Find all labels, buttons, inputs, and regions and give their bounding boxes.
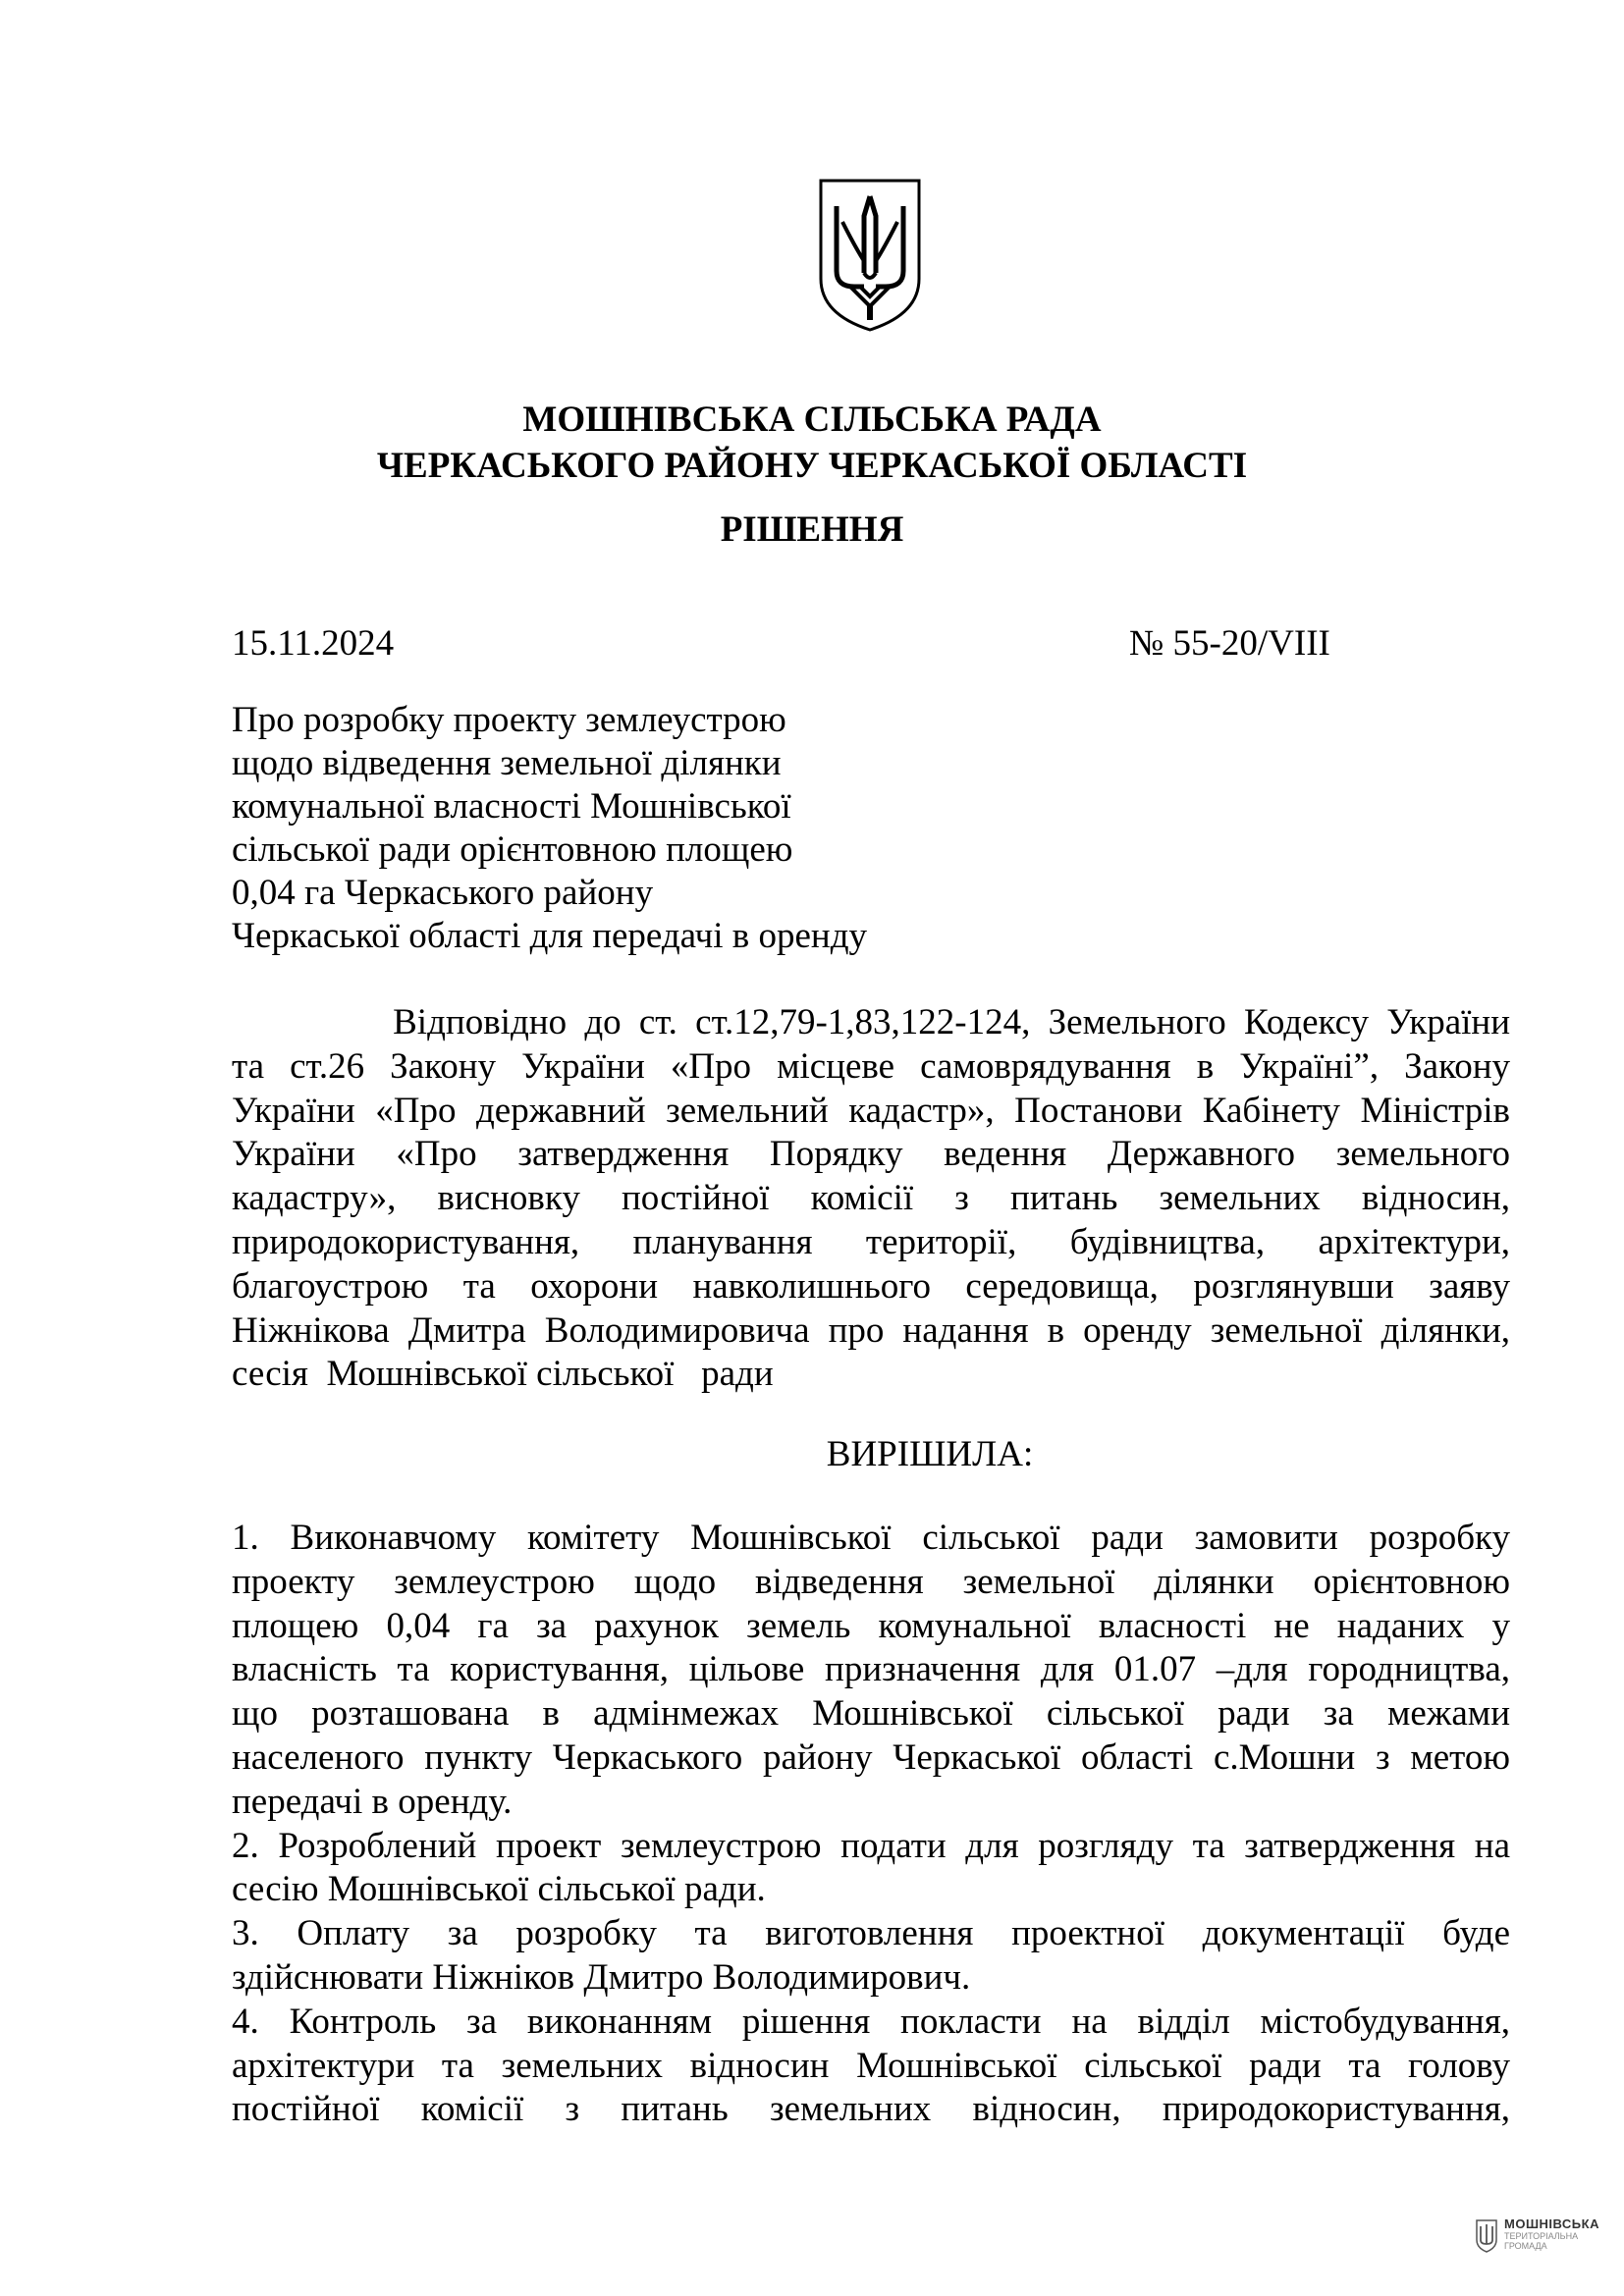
resolved-heading: ВИРІШИЛА: [826, 1434, 1034, 1474]
document-date: 15.11.2024 [232, 623, 395, 664]
subject-line: комунальної власності Мошнівської [232, 786, 791, 827]
district-title: ЧЕРКАСЬКОГО РАЙОНУ ЧЕРКАСЬКОЇ ОБЛАСТІ [376, 446, 1248, 486]
subject-line: щодо відведення земельної ділянки [232, 743, 782, 783]
item-line: 4. Контроль за виконанням рішення покласти на відділ містобудування, [232, 2001, 1510, 2042]
subject-line: Черкаської області для передачі в оренду [232, 916, 868, 956]
preamble-line: Ніжнікова Дмитра Володимировича про надання в оренду земельної ділянки, [232, 1309, 1510, 1351]
preamble-paragraph [232, 1001, 1510, 1397]
document-subject [232, 699, 978, 958]
item-line: постійної комісії з питань земельних відносин, природокористування, [232, 2089, 1510, 2130]
item-line: населеного пункту Черкаського району Черкаської області с.Мошни з метою [232, 1736, 1510, 1778]
item-line: 3. Оплату за розробку та виготовлення проектної документації буде [232, 1913, 1510, 1954]
item-line: площею 0,04 га за рахунок земель комунальної власності не наданих у [232, 1605, 1510, 1646]
logo-line-3: ГРОМАДА [1504, 2241, 1547, 2251]
item-line: 2. Розроблений проект землеустрою подати для розгляду та затвердження на [232, 1825, 1510, 1866]
preamble-line: природокористування, планування території, будівництва, архітектури, [232, 1221, 1510, 1262]
subject-line: Про розробку проекту землеустрою [232, 700, 786, 740]
trident-icon [1475, 2218, 1498, 2254]
council-title: МОШНІВСЬКА СІЛЬСЬКА РАДА [522, 400, 1102, 440]
preamble-line: кадастру», висновку постійної комісії з питань земельних відносин, [232, 1178, 1510, 1219]
preamble-line: сесія Мошнівської сільської ради [232, 1354, 774, 1395]
logo-line-1: МОШНІВСЬКА [1504, 2216, 1599, 2231]
preamble-line: України «Про державний земельний кадастр», Постанови Кабінету Міністрів [232, 1090, 1510, 1131]
subject-line: 0,04 га Черкаського району [232, 873, 654, 913]
item-line: проекту землеустрою щодо відведення земельної ділянки орієнтовною [232, 1561, 1510, 1602]
coat-of-arms-icon [815, 177, 925, 334]
item-line: що розташована в адмінмежах Мошнівської сільської ради за межами [232, 1693, 1510, 1735]
item-line: сесію Мошнівської сільської ради. [232, 1869, 766, 1910]
item-line: 1. Виконавчому комітету Мошнівської сільської ради замовити розробку [232, 1518, 1510, 1558]
logo-line-2: ТЕРИТОРІАЛЬНА [1504, 2231, 1579, 2241]
preamble-line: та ст.26 Закону України «Про місцеве самоврядування в Україні”, Закону [232, 1045, 1510, 1087]
community-logo [1475, 2216, 1612, 2260]
resolution-items [232, 1517, 1510, 2132]
item-line: власність та користування, цільове призначення для 01.07 –для городництва, [232, 1649, 1510, 1690]
item-line: здійснювати Ніжніков Дмитро Володимирович. [232, 1956, 971, 1998]
subject-line: сільської ради орієнтовною площею [232, 829, 793, 870]
document-number: № 55-20/VIII [1129, 623, 1330, 664]
document-type-title: РІШЕННЯ [720, 509, 904, 550]
preamble-line: України «Про затвердження Порядку ведення Державного земельного [232, 1134, 1510, 1175]
preamble-line: Відповідно до ст. ст.12,79-1,83,122-124, Земельного Кодексу України [232, 1002, 1510, 1042]
preamble-line: благоустрою та охорони навколишнього середовища, розглянувши заяву [232, 1265, 1510, 1307]
item-line: архітектури та земельних відносин Мошнівської сільської ради та голову [232, 2045, 1510, 2086]
item-line: передачі в оренду. [232, 1781, 513, 1822]
